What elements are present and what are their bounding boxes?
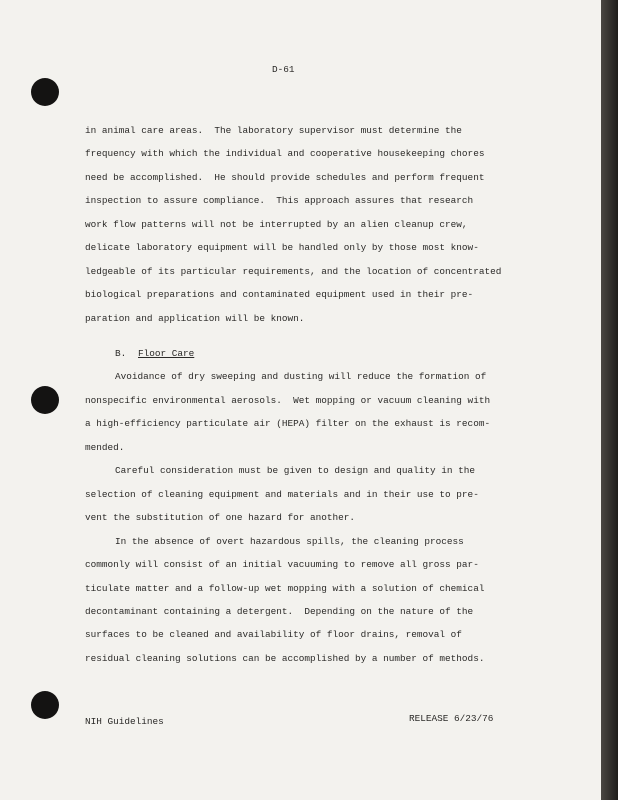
- text-line: decontaminant containing a detergent. Depending on the nature of the: [85, 605, 474, 617]
- text-line: need be accomplished. He should provide schedules and perform frequent: [85, 171, 485, 183]
- text-line: commonly will consist of an initial vacuuming to remove all gross par-: [85, 559, 479, 571]
- text-line: In the absence of overt hazardous spills, the cleaning process: [115, 535, 464, 547]
- text-line: inspection to assure compliance. This approach assures that research: [85, 195, 474, 207]
- text-line: Careful consideration must be given to design and quality in the: [115, 465, 476, 477]
- section-letter: B.: [115, 348, 127, 359]
- footer-left: NIH Guidelines: [85, 716, 164, 727]
- page-edge: [601, 0, 618, 800]
- text-line: delicate laboratory equipment will be handled only by those most know-: [85, 242, 479, 254]
- text-line: mended.: [85, 441, 125, 453]
- text-line: frequency with which the individual and cooperative housekeeping chores: [85, 148, 485, 160]
- text-line: nonspecific environmental aerosols. Wet mopping or vacuum cleaning with: [85, 394, 491, 406]
- footer-release: RELEASE 6/23/76: [409, 713, 494, 724]
- text-line: Avoidance of dry sweeping and dusting will reduce the formation of: [115, 371, 487, 383]
- text-line: work flow patterns will not be interrupted by an alien cleanup crew,: [85, 218, 468, 230]
- text-line: in animal care areas. The laboratory supervisor must determine the: [85, 125, 462, 136]
- text-line: paration and application will be known.: [85, 312, 305, 324]
- punch-hole: [31, 691, 59, 719]
- text-line: vent the substitution of one hazard for another.: [85, 512, 356, 524]
- text-line: residual cleaning solutions can be accomplished by a number of methods.: [85, 652, 485, 664]
- text-line: selection of cleaning equipment and materials and in their use to pre-: [85, 488, 479, 500]
- text-line: a high-efficiency particulate air (HEPA) filter on the exhaust is recom-: [85, 418, 491, 430]
- text-line: biological preparations and contaminated equipment used in their pre-: [85, 289, 474, 301]
- punch-hole: [31, 386, 59, 414]
- text-line: surfaces to be cleaned and availability of floor drains, removal of: [85, 629, 462, 641]
- text-line: ledgeable of its particular requirements, and the location of concentrated: [85, 265, 502, 277]
- page-number: D-61: [272, 64, 295, 75]
- punch-hole: [31, 78, 59, 106]
- text-line: ticulate matter and a follow-up wet mopping with a solution of chemical: [85, 582, 485, 594]
- section-title: Floor Care: [138, 348, 195, 359]
